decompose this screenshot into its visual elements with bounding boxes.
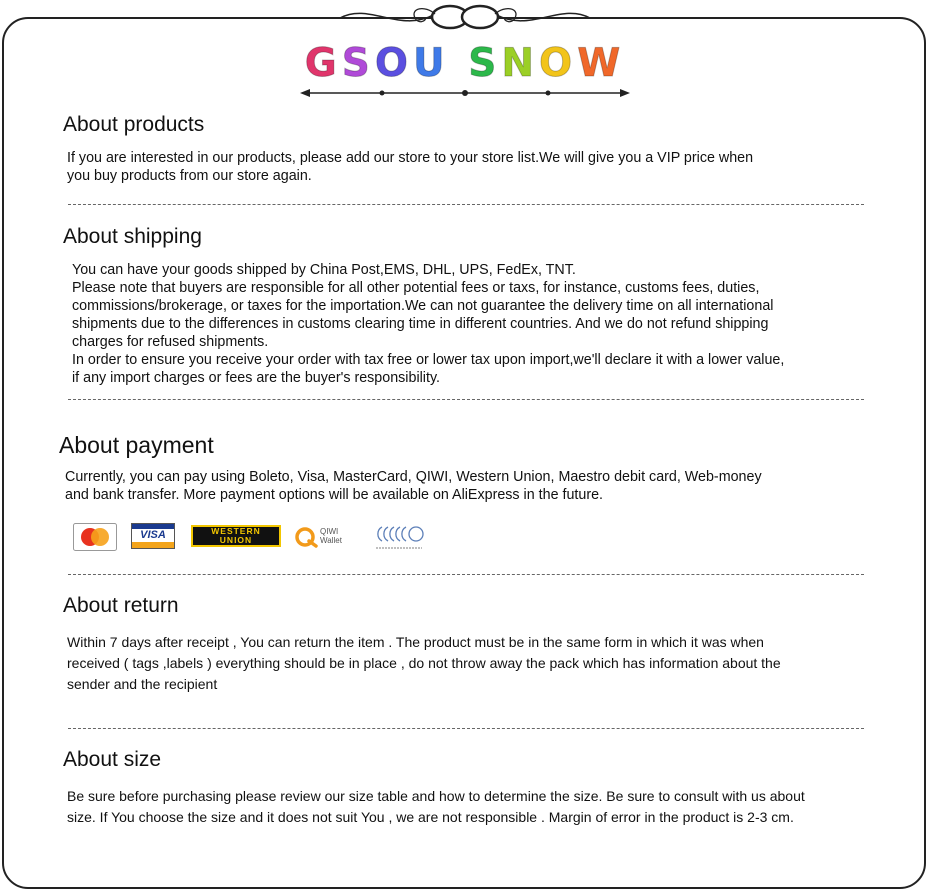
section-title-shipping: About shipping (63, 225, 202, 248)
logo-letter: S (468, 41, 502, 86)
logo-letter: O (374, 41, 414, 86)
webmoney-icon (372, 523, 426, 551)
logo-letter (450, 42, 469, 86)
section-title-return: About return (63, 594, 179, 617)
section-text-return: Within 7 days after receipt , You can return the item . The product must be in the same form in which it was when received ( tags ,labels ) everything should be in place , do not throw away the pack which has information about the sender and the recipient (67, 634, 781, 692)
section-text-size: Be sure before purchasing please review our size table and how to determine the size. Be sure to consult with us about size. If You choose the size and it does not suit You , we are not responsible . Margin of error in the product is 2-3 cm. (67, 788, 805, 825)
ornament-divider-icon (300, 86, 630, 100)
section-title-payment: About payment (59, 432, 214, 458)
section-text-shipping: You can have your goods shipped by China Post,EMS, DHL, UPS, FedEx, TNT. Please note that buyers are responsible for all other potential fees or taxs, for instance, customs fees, duties, commissions/brokerage, or taxes for the importation.We can not guarantee the delivery time on all international shipments due to the differences in customs clearing time in different countries. And we do not refund shipping charges for refused shipments. In order to ensure you receive your order with tax free or lower tax upon import,we'll declare it with a lower value, if any import charges or fees are the buyer's responsibility. (72, 262, 785, 386)
section-title-products: About products (63, 113, 205, 136)
ornament-swirl-icon (330, 0, 600, 36)
divider (68, 399, 864, 400)
section-title-size: About size (63, 748, 162, 771)
mastercard-icon (73, 523, 117, 551)
logo-letter: O (539, 41, 578, 86)
qiwi-wallet-icon: QIWI Wallet (294, 525, 364, 549)
store-logo (0, 42, 930, 86)
logo-letter: W (577, 41, 626, 86)
section-text-payment: Currently, you can pay using Boleto, Visa, MasterCard, QIWI, Western Union, Maestro debit card, Web-money and bank transfer. More payment options will be available on AliExpress in the future. (65, 469, 762, 503)
logo-letter: S (341, 41, 375, 86)
western-union-icon: WESTERN UNION (191, 525, 281, 547)
divider (68, 574, 864, 575)
logo-letter: N (501, 41, 540, 86)
logo-letter: G (304, 41, 342, 86)
divider (68, 728, 864, 729)
visa-icon: VISA (131, 523, 175, 549)
divider (68, 204, 864, 205)
section-text-products: If you are interested in our products, please add our store to your store list.We will give you a VIP price when you buy products from our store again. (67, 150, 754, 184)
logo-letter: U (413, 41, 450, 86)
